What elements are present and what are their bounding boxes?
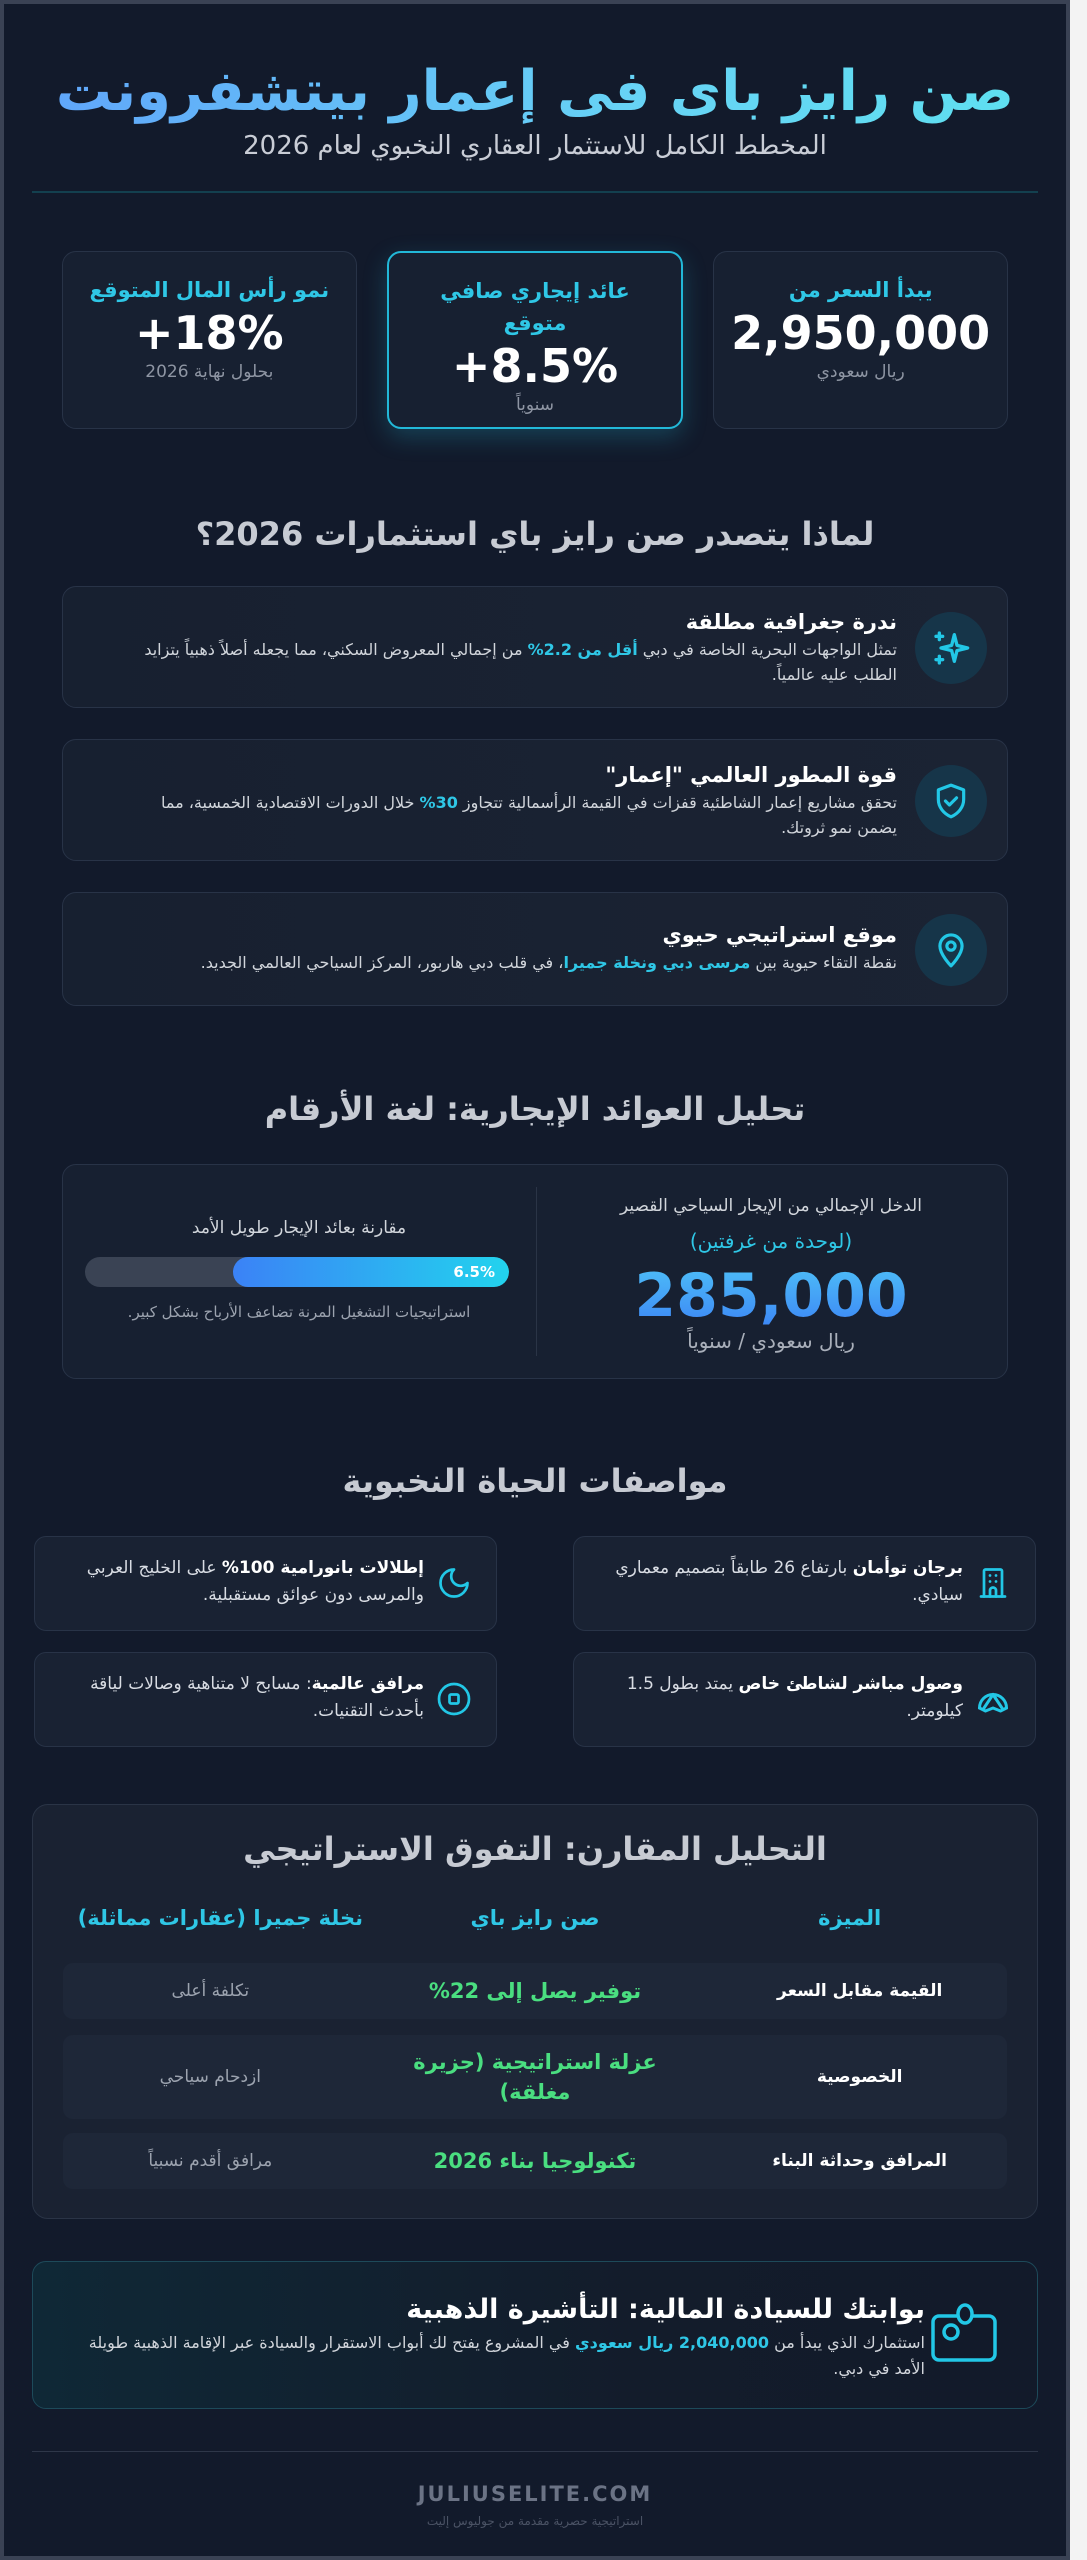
header-sunrise-bay: صن رايز باي bbox=[470, 1906, 600, 1930]
reason-card-developer bbox=[62, 739, 1008, 861]
beach-umbrella-icon bbox=[975, 1681, 1011, 1717]
reason-desc bbox=[123, 950, 897, 975]
comparison-title: التحليل المقارن: التفوق الاستراتيجي bbox=[243, 1830, 827, 1868]
reason-title: ندرة جغرافية مطلقة bbox=[685, 610, 897, 634]
comparison-table-card bbox=[32, 1804, 1038, 2219]
feature-desc: على الخليج العربي والمرسى دون عوائق مستقبلية. bbox=[86, 1558, 424, 1605]
long-term-panel bbox=[63, 1165, 535, 1378]
row-feature: الخصوصية bbox=[816, 2067, 903, 2087]
page-subtitle: المخطط الكامل للاستثمار العقاري النخبوي لعام 2026 bbox=[243, 131, 827, 161]
comparison-header-row bbox=[63, 1900, 1007, 1936]
feature-bold: برجان توأمان bbox=[852, 1558, 963, 1578]
desc-text: تحقق مشاريع إعمار الشاطئية قفزات في القيمة الرأسمالية تتجاوز bbox=[457, 793, 897, 812]
reason-title: قوة المطور العالمي "إعمار" bbox=[605, 763, 897, 787]
desc-text: خلال الدورات الاقتصادية الخمسية، مما يضمن نمو ثروتك. bbox=[160, 793, 897, 837]
golden-visa-title: بوابتك للسيادة المالية: التأشيرة الذهبية bbox=[406, 2294, 925, 2325]
desc-text: من إجمالي المعروض السكني، مما يجعله أصلاً ذهبياً يتزايد الطلب عليه عالمياً. bbox=[144, 640, 897, 684]
stat-value: +8.5% bbox=[451, 339, 619, 393]
feature-desc: يمتد بطول 1.5 كيلومتر. bbox=[626, 1674, 963, 1721]
header-divider bbox=[32, 191, 1038, 193]
row-theirs: ازدحام سياحي bbox=[159, 2067, 261, 2087]
feature-bold: مرافق عالمية bbox=[311, 1674, 424, 1694]
desc-highlight: مرسى دبي ونخلة جميرا bbox=[563, 953, 751, 972]
feature-desc: : مسابح لا متناهية وصالات لياقة بأحدث التقنيات. bbox=[90, 1674, 424, 1721]
reason-desc bbox=[123, 637, 897, 687]
short-term-sub: ريال سعودي / سنوياً bbox=[687, 1329, 855, 1353]
lifestyle-section-title: مواصفات الحياة النخبوية bbox=[342, 1462, 728, 1500]
feature-card-beach bbox=[573, 1652, 1036, 1747]
feature-card-facilities bbox=[34, 1652, 497, 1747]
why-section-title: لماذا يتصدر صن رايز باي استثمارات 2026؟ bbox=[195, 515, 875, 553]
stat-card-price bbox=[713, 251, 1008, 429]
moon-icon bbox=[436, 1565, 472, 1601]
feature-text bbox=[594, 1555, 963, 1609]
feature-text bbox=[55, 1671, 424, 1725]
header-palm-jumeirah: نخلة جميرا (عقارات مماثلة) bbox=[77, 1906, 364, 1930]
reason-text bbox=[123, 920, 897, 975]
stats-row bbox=[62, 251, 1008, 429]
stat-value: 2,950,000 bbox=[731, 306, 991, 360]
sparkles-icon bbox=[915, 612, 987, 684]
row-theirs: مرافق أقدم نسبياً bbox=[148, 2151, 273, 2171]
stat-label: نمو رأس المال المتوقع bbox=[89, 278, 330, 302]
reason-text bbox=[123, 607, 897, 687]
unit-label: (لوحدة من غرفتين) bbox=[689, 1229, 853, 1253]
golden-visa-desc bbox=[63, 2330, 925, 2382]
yield-progress-bar bbox=[85, 1257, 509, 1287]
desc-highlight: أقل من 2.2% bbox=[527, 640, 638, 659]
panel-divider bbox=[536, 1187, 537, 1356]
reason-card-location bbox=[62, 892, 1008, 1006]
golden-visa-text bbox=[63, 2290, 925, 2382]
stat-sub: سنوياً bbox=[515, 395, 555, 415]
rental-analysis-card bbox=[62, 1164, 1008, 1379]
footer-brand-link[interactable]: JULIUSELITE.COM bbox=[417, 2482, 653, 2506]
rental-section-title: تحليل العوائد الإيجارية: لغة الأرقام bbox=[264, 1090, 806, 1128]
table-row bbox=[63, 2133, 1007, 2189]
yield-progress-fill: 6.5% bbox=[233, 1257, 509, 1287]
row-ours: توفير يصل إلى 22% bbox=[428, 1979, 642, 2003]
desc-text: ، في قلب دبي هاربور، المركز السياحي العالمي الجديد. bbox=[200, 953, 564, 972]
map-pin-icon bbox=[915, 914, 987, 986]
row-ours: تكنولوجيا بناء 2026 bbox=[433, 2149, 637, 2173]
long-term-note: استراتيجيات التشغيل المرنة تضاعف الأرباح بشكل كبير. bbox=[127, 1303, 471, 1321]
desc-text: في المشروع يفتح لك أبواب الاستقرار والسيادة عبر الإقامة الذهبية طويلة الأمد في دبي. bbox=[88, 2333, 925, 2378]
page-title: صن رايز باى فى إعمار بيتشفرونت bbox=[32, 52, 1038, 132]
feature-card-towers bbox=[573, 1536, 1036, 1631]
shield-check-icon bbox=[915, 765, 987, 837]
desc-highlight: 2,040,000 ريال سعودي bbox=[574, 2333, 769, 2352]
row-theirs: تكلفة أعلى bbox=[171, 1981, 250, 2001]
golden-visa-card bbox=[32, 2261, 1038, 2409]
feature-text bbox=[55, 1555, 424, 1609]
stat-label: عائد إيجاري صافي متوقع bbox=[440, 279, 630, 335]
row-feature: القيمة مقابل السعر bbox=[777, 1981, 943, 2001]
desc-text: نقطة التقاء حيوية بين bbox=[750, 953, 897, 972]
desc-text: استثمارك الذي يبدأ من bbox=[768, 2333, 925, 2352]
short-term-panel bbox=[535, 1165, 1007, 1378]
building-icon bbox=[975, 1565, 1011, 1601]
reason-text bbox=[123, 760, 897, 840]
row-ours: عزلة استراتيجية (جزيرة مغلقة) bbox=[413, 2050, 657, 2104]
stat-value: +18% bbox=[134, 306, 284, 360]
stat-sub: بحلول نهاية 2026 bbox=[145, 362, 274, 382]
feature-bold: إطلالات بانورامية 100% bbox=[221, 1558, 424, 1578]
short-term-value: 285,000 bbox=[535, 1259, 1007, 1333]
reason-card-scarcity bbox=[62, 586, 1008, 708]
long-term-label: مقارنة بعائد الإيجار طويل الأمد bbox=[191, 1218, 407, 1238]
stat-sub: ريال سعودي bbox=[816, 362, 905, 382]
desc-text: تمثل الواجهات البحرية الخاصة في دبي bbox=[637, 640, 897, 659]
feature-card-views bbox=[34, 1536, 497, 1631]
feature-bold: وصول مباشر لشاطئ خاص bbox=[738, 1674, 963, 1694]
stat-card-growth bbox=[62, 251, 357, 429]
reason-desc bbox=[123, 790, 897, 840]
stat-card-yield bbox=[387, 251, 684, 429]
short-term-label: الدخل الإجمالي من الإيجار السياحي القصير bbox=[620, 1196, 922, 1216]
desc-highlight: 30% bbox=[419, 793, 458, 812]
footer-tagline: استراتيجية حصرية مقدمة من جوليوس إليت bbox=[426, 2514, 644, 2528]
footer-divider bbox=[32, 2451, 1038, 2452]
reason-title: موقع استراتيجي حيوي bbox=[662, 923, 897, 947]
stat-label: يبدأ السعر من bbox=[788, 278, 933, 302]
feature-text bbox=[594, 1671, 963, 1725]
row-feature: المرافق وحداثة البناء bbox=[772, 2151, 947, 2171]
feature-desc: بارتفاع 26 طابقاً بتصميم معماري سيادي. bbox=[615, 1558, 963, 1605]
passport-camera-icon bbox=[929, 2302, 999, 2364]
pool-icon bbox=[436, 1681, 472, 1717]
header-feature: الميزة bbox=[818, 1906, 882, 1930]
table-row bbox=[63, 1963, 1007, 2019]
table-row bbox=[63, 2035, 1007, 2119]
